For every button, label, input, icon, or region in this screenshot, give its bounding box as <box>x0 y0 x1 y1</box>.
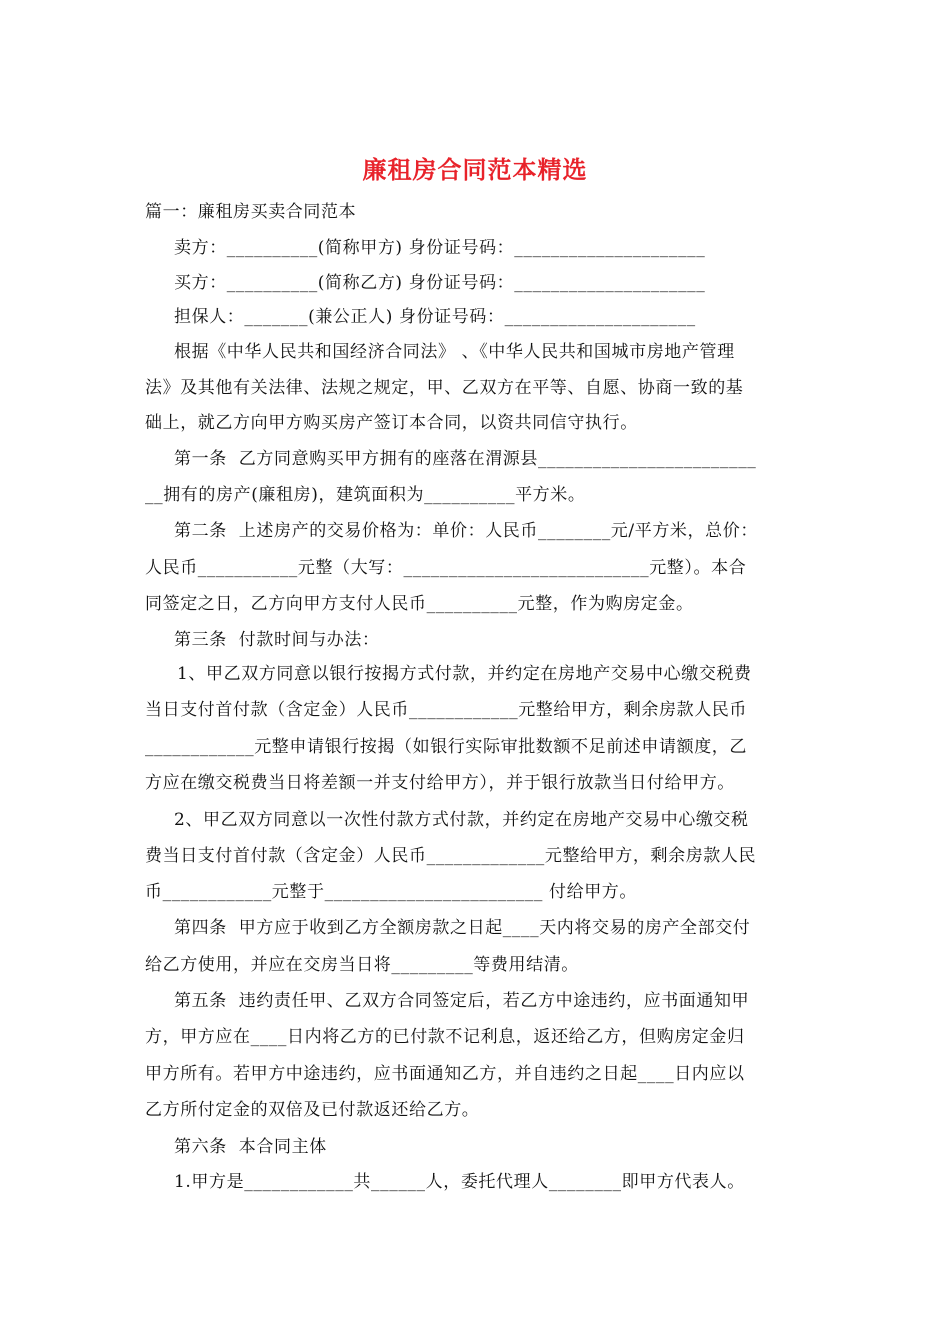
document-title: 廉租房合同范本精选 <box>362 155 588 184</box>
paragraph-line: 给乙方使用，并应在交房当日将_________等费用结清。 <box>145 955 579 975</box>
seller-line: 卖方：__________(简称甲方) 身份证号码：_____________________ <box>174 238 706 258</box>
clause-2-line: 2、甲乙双方同意以一次性付款方式付款，并约定在房地产交易中心缴交税 <box>174 810 749 830</box>
paragraph-line: ____________元整申请银行按揭（如银行实际审批数额不足前述申请额度，乙 <box>145 737 747 757</box>
paragraph-line: 同签定之日，乙方向甲方支付人民币__________元整，作为购房定金。 <box>145 594 694 614</box>
paragraph-line: 币____________元整于________________________ 付给甲方。 <box>145 882 638 902</box>
paragraph-line: 乙方所付定金的双倍及已付款返还给乙方。 <box>145 1100 480 1120</box>
paragraph-line: 法》及其他有关法律、法规之规定，甲、乙双方在平等、自愿、协商一致的基 <box>145 378 744 398</box>
article-6-line: 第六条 本合同主体 <box>174 1137 327 1157</box>
paragraph-line: 础上，就乙方向甲方购买房产签订本合同，以资共同信守执行。 <box>145 413 638 433</box>
guarantor-line: 担保人：_______(兼公正人) 身份证号码：_____________________ <box>174 307 696 327</box>
paragraph-line: 费当日支付首付款（含定金）人民币_____________元整给甲方，剩余房款人民 <box>145 846 757 866</box>
article-4-line: 第四条 甲方应于收到乙方全额房款之日起____天内将交易的房产全部交付 <box>174 918 751 938</box>
paragraph-line: 根据《中华人民共和国经济合同法》 、《中华人民共和国城市房地产管理 <box>174 342 735 362</box>
article-3-line: 第三条 付款时间与办法： <box>174 630 380 650</box>
article-2-line: 第二条 上述房产的交易价格为：单价：人民币________元/平方米，总价： <box>174 521 758 541</box>
paragraph-line: __拥有的房产(廉租房)，建筑面积为__________平方米。 <box>145 485 586 505</box>
article-1-line: 第一条 乙方同意购买甲方拥有的座落在渭源县________________________ <box>174 449 757 469</box>
article-5-line: 第五条 违约责任甲、乙双方合同签定后，若乙方中途违约，应书面通知甲 <box>174 991 750 1011</box>
paragraph-line: 当日支付首付款（含定金）人民币____________元整给甲方，剩余房款人民币 <box>145 700 747 720</box>
paragraph-line: 人民币___________元整（大写：___________________________元整）。本合 <box>145 558 747 578</box>
section-heading: 篇一：廉租房买卖合同范本 <box>145 202 357 222</box>
paragraph-line: 甲方所有。若甲方中途违约，应书面通知乙方，并自违约之日起____日内应以 <box>145 1064 745 1084</box>
clause-1-line: 1、甲乙双方同意以银行按揭方式付款，并约定在房地产交易中心缴交税费 <box>177 664 752 684</box>
buyer-line: 买方：__________(简称乙方) 身份证号码：_____________________ <box>174 273 706 293</box>
paragraph-line: 方应在缴交税费当日将差额一并支付给甲方），并于银行放款当日付给甲方。 <box>145 773 735 793</box>
paragraph-line: 方，甲方应在____日内将乙方的已付款不记利息，返还给乙方，但购房定金归 <box>145 1027 745 1047</box>
paragraph-line: 1.甲方是____________共______人，委托代理人________即甲方代表人。 <box>174 1172 745 1192</box>
